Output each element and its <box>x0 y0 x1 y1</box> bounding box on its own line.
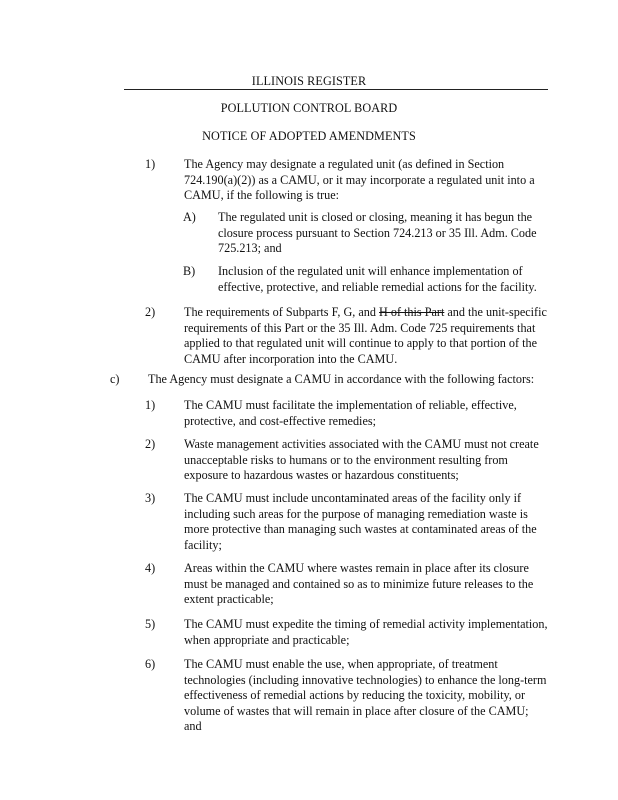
item-text: The Agency may designate a regulated unit (as defined in Section 724.190(a)(2)) as a CAMU, or it may incorporate a regulated unit into a CAMU, if the following is true: <box>184 157 535 203</box>
item-text: The CAMU must expedite the timing of remedial activity implementation, when appropriate and practicable; <box>184 617 548 647</box>
item-text: Waste management activities associated with the CAMU must not create unacceptable risks to humans or to the environment resulting from exposure to hazardous wastes or hazardous constituents; <box>184 437 539 483</box>
item-number: B) <box>183 264 196 278</box>
item-number: 4) <box>145 561 156 575</box>
notice-title: NOTICE OF ADOPTED AMENDMENTS <box>202 129 416 143</box>
struck-text: H of this Part <box>379 305 445 319</box>
item-number: 5) <box>145 617 156 631</box>
item-text: The regulated unit is closed or closing, meaning it has begun the closure process pursuant to Section 724.213 or 35 Ill. Adm. Code 725.213; and <box>218 210 537 256</box>
register-title: ILLINOIS REGISTER <box>251 74 367 88</box>
item-number: 1) <box>145 398 156 412</box>
item-text: The CAMU must enable the use, when appropriate, of treatment technologies (including innovative technologies) to enhance the long-term effectiveness of remedial actions by reducing the toxicity, mobility, or volume of wastes that will remain in place after closure of the CAMU; and <box>184 657 547 734</box>
item-number: 2) <box>145 437 156 451</box>
item-text: The CAMU must include uncontaminated areas of the facility only if including such areas for the purpose of managing remediation waste is more protective than managing such wastes at contaminated areas of the facility; <box>184 491 537 552</box>
item-number: 1) <box>145 157 156 171</box>
item-text <box>184 305 548 367</box>
text-part: The requirements of Subparts F, G, and <box>184 305 379 319</box>
item-text: Areas within the CAMU where wastes remain in place after its closure must be managed and contained so as to minimize future releases to the extent practicable; <box>184 561 534 607</box>
item-text: Inclusion of the regulated unit will enhance implementation of effective, protective, and reliable remedial actions for the facility. <box>218 264 537 294</box>
header-rule <box>124 89 548 90</box>
item-number: A) <box>183 210 196 224</box>
item-number: 3) <box>145 491 156 505</box>
board-name: POLLUTION CONTROL BOARD <box>220 101 398 115</box>
item-text: The Agency must designate a CAMU in accordance with the following factors: <box>148 372 535 386</box>
item-number: 6) <box>145 657 156 671</box>
item-number: 2) <box>145 305 156 319</box>
item-text: The CAMU must facilitate the implementation of reliable, effective, protective, and cost-effective remedies; <box>184 398 517 428</box>
item-number: c) <box>110 372 120 386</box>
text-part: and the unit-specific requirements of this Part or the 35 Ill. Adm. Code 725 requirements that applied to that regulated unit will continue to apply to that portion of the CAMU after incorporation into the CAMU. <box>184 305 547 366</box>
